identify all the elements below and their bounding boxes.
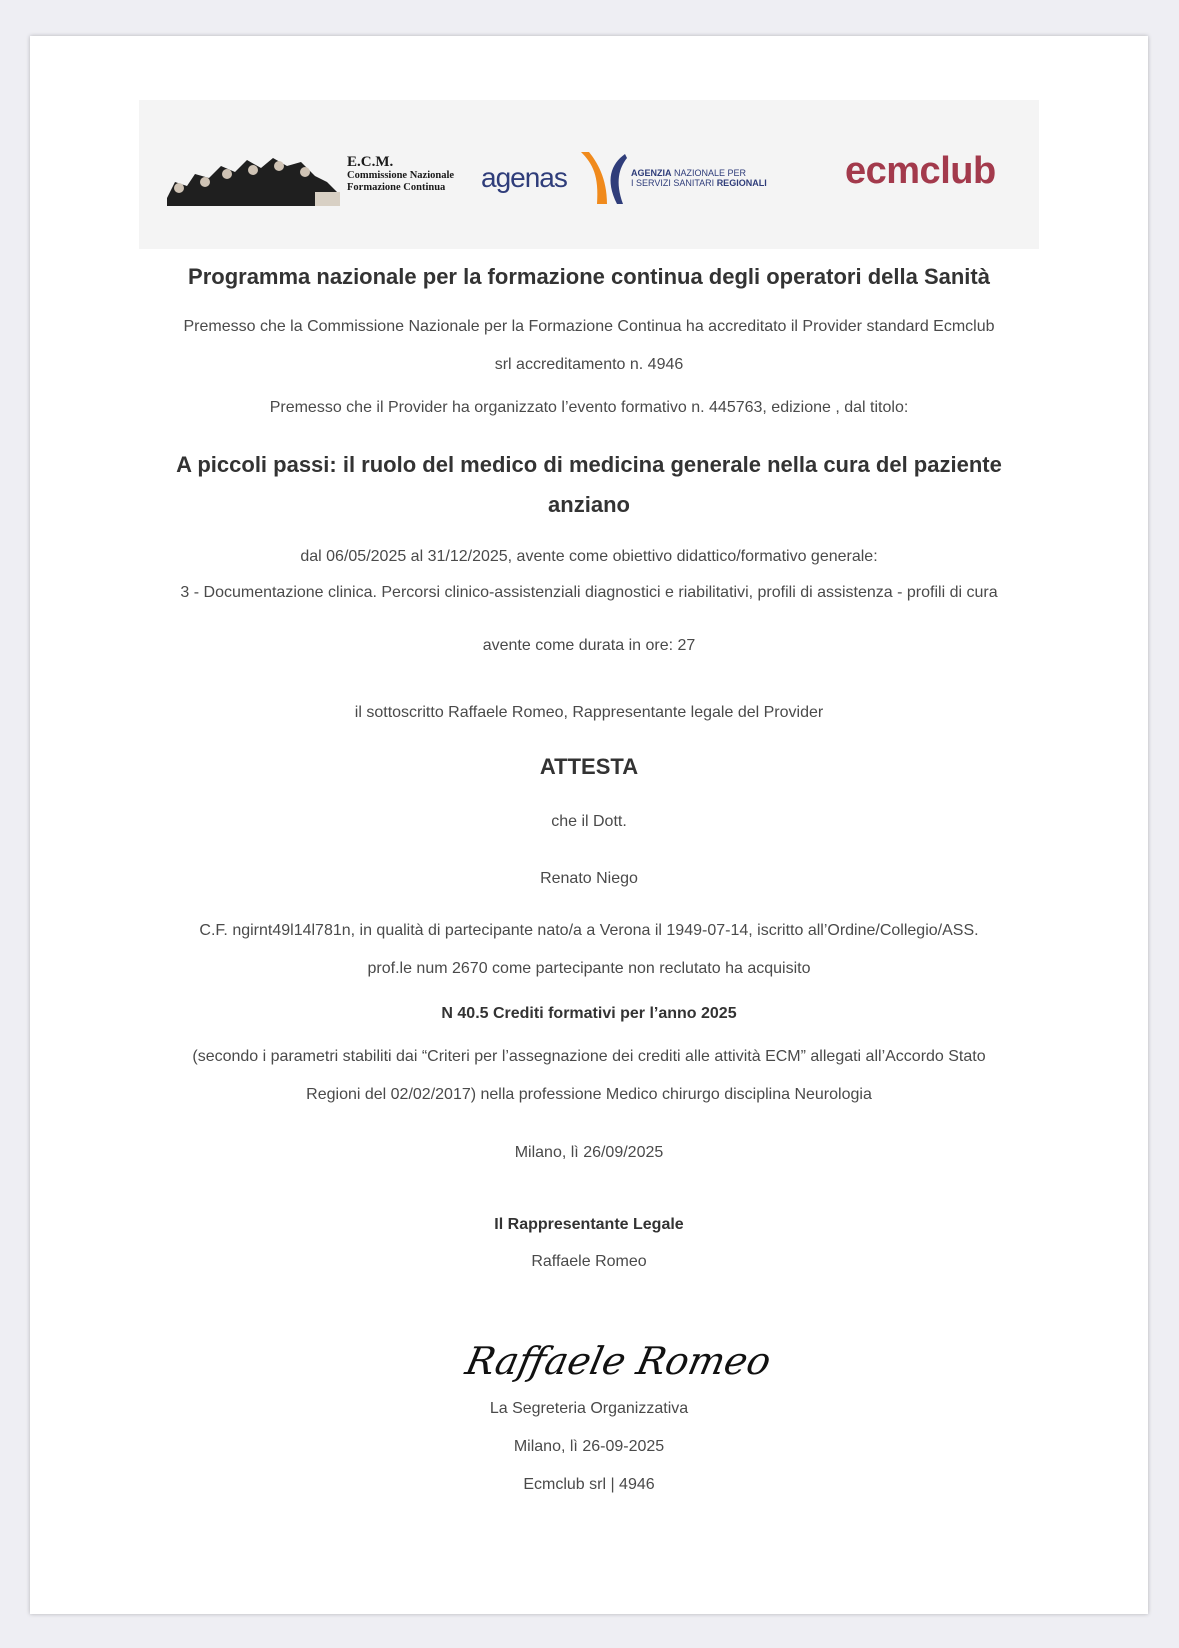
criteria-line-2: Regioni del 02/02/2017) nella professione Medico chirurgo disciplina Neurologia	[306, 1086, 872, 1103]
cf-line-2: prof.le num 2670 come partecipante non reclutato ha acquisito	[367, 960, 811, 977]
agenas-desc-bold2: REGIONALI	[716, 178, 767, 188]
criteria-line-1: (secondo i parametri stabiliti dai “Criteri per l’assegnazione dei crediti alle attività ECM” allegati all’Accordo Stato	[192, 1048, 986, 1065]
che-il-dott: che il Dott.	[551, 813, 627, 830]
secretariat-date: Milano, lì 26-09-2025	[513, 1438, 665, 1455]
agenas-logo	[481, 150, 781, 208]
agenas-wordmark: agenas	[481, 162, 567, 193]
footer-provider: Ecmclub srl | 4946	[523, 1476, 655, 1493]
event-title-line1: A piccoli passi: il ruolo del medico di medicina generale nella cura del paziente	[176, 452, 1002, 477]
ecm-logo-line1: E.C.M.	[347, 154, 394, 170]
agenas-desc-rest2: I SERVIZI SANITARI	[631, 178, 717, 188]
cf-line-1: C.F. ngirnt49l14l781n, in qualità di partecipante nato/a a Verona il 1949-07-14, iscritto all’Ordine/Collegio/ASS.	[199, 922, 979, 939]
ecmclub-logo: ecmclub	[845, 150, 996, 192]
logo-banner	[139, 100, 1039, 249]
agenas-desc-bold1: AGENZIA	[631, 168, 672, 178]
certificate-page	[30, 36, 1148, 1614]
signature-image	[461, 1326, 775, 1396]
legal-rep-label: Il Rappresentante Legale	[494, 1216, 684, 1233]
agenas-x-mark-icon	[577, 150, 629, 206]
premise-1-line1: Premesso che la Commissione Nazionale per la Formazione Continua ha accreditato il Provider standard Ecmclub	[183, 318, 995, 335]
ecm-logo-text	[347, 156, 454, 194]
signatory-intro: il sottoscritto Raffaele Romeo, Rappresentante legale del Provider	[354, 704, 824, 721]
event-title	[139, 445, 1039, 525]
legal-rep-name: Raffaele Romeo	[531, 1253, 647, 1270]
ecm-painting-image	[165, 152, 340, 206]
ecm-logo-line2: Commissione Nazionale	[347, 170, 455, 181]
ecm-logo-line3: Formazione Continua	[347, 182, 446, 193]
signature-text: Raffaele Romeo	[461, 1339, 775, 1384]
agenas-description	[631, 168, 767, 188]
premise-1-line2: srl accreditamento n. 4946	[494, 356, 684, 373]
duration-line: avente come durata in ore: 27	[482, 637, 696, 654]
dates-line: dal 06/05/2025 al 31/12/2025, avente come obiettivo didattico/formativo generale:	[300, 548, 878, 565]
objective-line: 3 - Documentazione clinica. Percorsi clinico-assistenziali diagnostici e riabilitativi, profili di assistenza - profili di cura	[180, 584, 998, 601]
premise-2: Premesso che il Provider ha organizzato l’evento formativo n. 445763, edizione , dal titolo:	[269, 399, 909, 416]
program-title: Programma nazionale per la formazione continua degli operatori della Sanità	[188, 264, 990, 289]
agenas-desc-rest1: NAZIONALE PER	[671, 168, 747, 178]
place-date: Milano, lì 26/09/2025	[514, 1144, 664, 1161]
attesta-heading: ATTESTA	[539, 754, 639, 779]
secretariat-label: La Segreteria Organizzativa	[489, 1400, 689, 1417]
participant-name: Renato Niego	[540, 870, 638, 887]
ecm-logo	[165, 152, 455, 206]
credits-line: N 40.5 Crediti formativi per l’anno 2025	[441, 1005, 737, 1022]
event-title-line2: anziano	[548, 492, 630, 517]
